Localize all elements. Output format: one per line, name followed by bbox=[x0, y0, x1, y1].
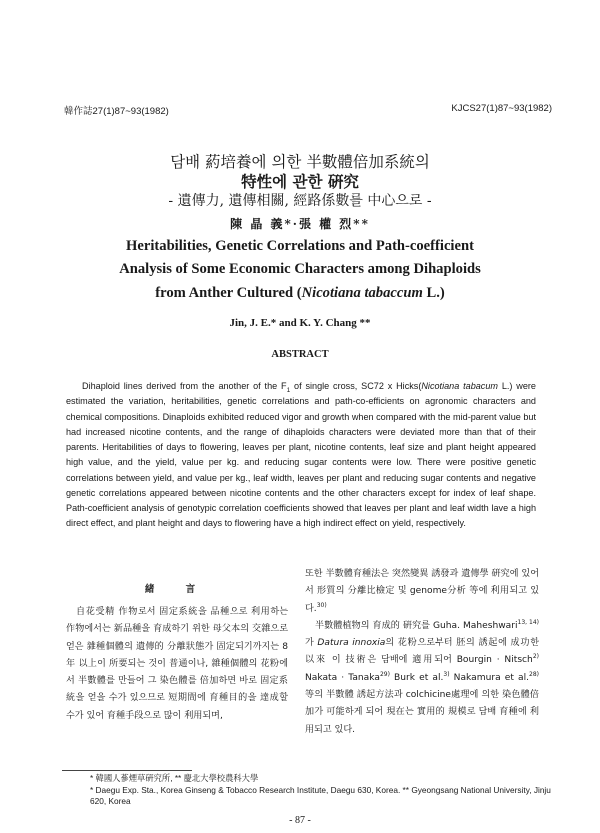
korean-title-line-2: 特性에 관한 硏究 bbox=[241, 172, 359, 191]
left-column bbox=[66, 604, 288, 725]
korean-title-line-1: 담배 葯培養에 의한 半數體倍加系統의 bbox=[170, 153, 430, 171]
right-p2-text-b: 가 bbox=[305, 638, 318, 649]
citation-30: 30) bbox=[316, 601, 327, 609]
korean-authors: 陳 晶 義*·張 權 烈** bbox=[230, 217, 370, 231]
right-column bbox=[305, 566, 539, 739]
abstract-body bbox=[66, 379, 536, 532]
right-p2-text-a: 半數體植物의 育成的 硏究를 Guha. Maheshwari bbox=[315, 620, 518, 631]
journal-citation-english: KJCS27(1)87~93(1982) bbox=[451, 103, 552, 114]
abstract-heading: ABSTRACT bbox=[271, 349, 329, 360]
left-paragraph-1: 自花受精 作物로서 固定系統을 品種으로 利用하는 作物에서는 新品種을 育成하기 위한 母父本의 交雜으로 얻은 雜種個體의 遺傳的 分離狀態가 固定되기까지는 8年 以上이 所要되는 것이 普通이나, 雜種個體의 花粉에서 半數體를 만들어 그 染色體를 倍加하면 바로 固定系統을 얻을 수가 있으므로 短期間에 育種目的을 達成할 수가 있어 育種手段으로 많이 利用되며, bbox=[66, 607, 288, 721]
page-number: - 87 - bbox=[289, 815, 311, 826]
citation-3: 3) bbox=[443, 670, 450, 678]
citation-29: 29) bbox=[379, 670, 390, 678]
abstract-species-name: Nicotiana tabacum bbox=[421, 381, 498, 391]
title-species-name: Nicotiana tabaccum bbox=[301, 285, 423, 301]
footnote-english-affiliation: * Daegu Exp. Sta., Korea Ginseng & Tobacco Research Institute, Daegu 630, Korea. ** Gyeongsang National University, Jinju 620, Korea bbox=[90, 785, 551, 807]
abstract-text-3: L.) were estimated the variation, heritabilities, genetic correlations and path-co-efficients on agronomic characters and chemical compositions. Dinaploids exhibited reduced vigor and growth when compared with the mid-parent value but had increased nicotine contents, and the range of dihaploids characters were deviated more than that of their parents. Heritabilities of days to flowering, leaves per plant, nicotine contents, leaf size and plant height appeared high value, and the yield, value per kg. and reducing sugar contents were low. There were positive genetic correlations between yield, and value per kg., leaf width, leaves per plant and reducing sugar contents and negative genetic correlations appeared between nicotine contents and the other characters except for index of leaf shape. Path-coefficient analysis of genotypic correlation coefficients showed that leaves per plant and leaf width lave a high direct effect, and plant height and days to flowering have a high indirect effect on yield, respectively. bbox=[66, 381, 536, 529]
citation-2: 2) bbox=[532, 653, 539, 661]
english-title-line-3 bbox=[0, 285, 600, 302]
right-paragraph-1 bbox=[305, 566, 539, 618]
english-authors: Jin, J. E.* and K. Y. Chang ** bbox=[229, 317, 371, 329]
english-title-line-1: Heritabilities, Genetic Correlations and Path-coefficient bbox=[126, 238, 474, 254]
right-p2-text-d: Nakata · Tanaka bbox=[305, 672, 380, 683]
title-suffix: L.) bbox=[422, 285, 445, 301]
english-title-line-2: Analysis of Some Economic Characters among Dihaploids bbox=[119, 261, 481, 277]
right-p2-text-g: 等의 半數體 誘起方法과 colchicine處理에 의한 染色體倍加가 可能하게 되어 現在는 實用的 規模로 담배 育種에 利用되고 있다. bbox=[305, 690, 539, 735]
footnote-divider bbox=[62, 770, 192, 771]
abstract-text-1: Dihaploid lines derived from the another of the F bbox=[82, 381, 287, 391]
footnote-korean-affiliation: * 韓國人蔘煙草硏究所, ** 慶北大學校農科大學 bbox=[90, 773, 259, 783]
korean-subtitle: - 遺傳力, 遺傳相關, 經路係數를 中心으로 - bbox=[168, 193, 432, 209]
right-p2-species: Datura innoxia bbox=[317, 638, 386, 649]
right-p2-text-e: Burk et al. bbox=[389, 672, 444, 683]
citation-28: 28) bbox=[529, 670, 539, 678]
abstract-text-2: of single cross, SC72 x Hicks( bbox=[290, 381, 422, 391]
citation-13-14: 13, 14) bbox=[517, 618, 539, 626]
right-p2-text-c: 의 花粉으로부터 胚의 誘起에 成功한 以來 이 技術은 담배에 適用되어 Bourgin · Nitsch bbox=[305, 638, 539, 666]
abstract-subscript: 1 bbox=[286, 386, 291, 394]
right-paragraph-2 bbox=[305, 618, 539, 739]
introduction-heading: 緒 言 bbox=[144, 584, 210, 595]
right-p1-text: 또한 半數體育種法은 突然變異 誘發과 遺傳學 硏究에 있어서 形質의 分離比檢定 및 genome分析 等에 利用되고 있다. bbox=[305, 569, 539, 614]
journal-citation-korean: 韓作誌27(1)87~93(1982) bbox=[64, 106, 169, 117]
title-prefix: from Anther Cultured ( bbox=[155, 285, 302, 301]
right-p2-text-f: Nakamura et al. bbox=[449, 672, 530, 683]
